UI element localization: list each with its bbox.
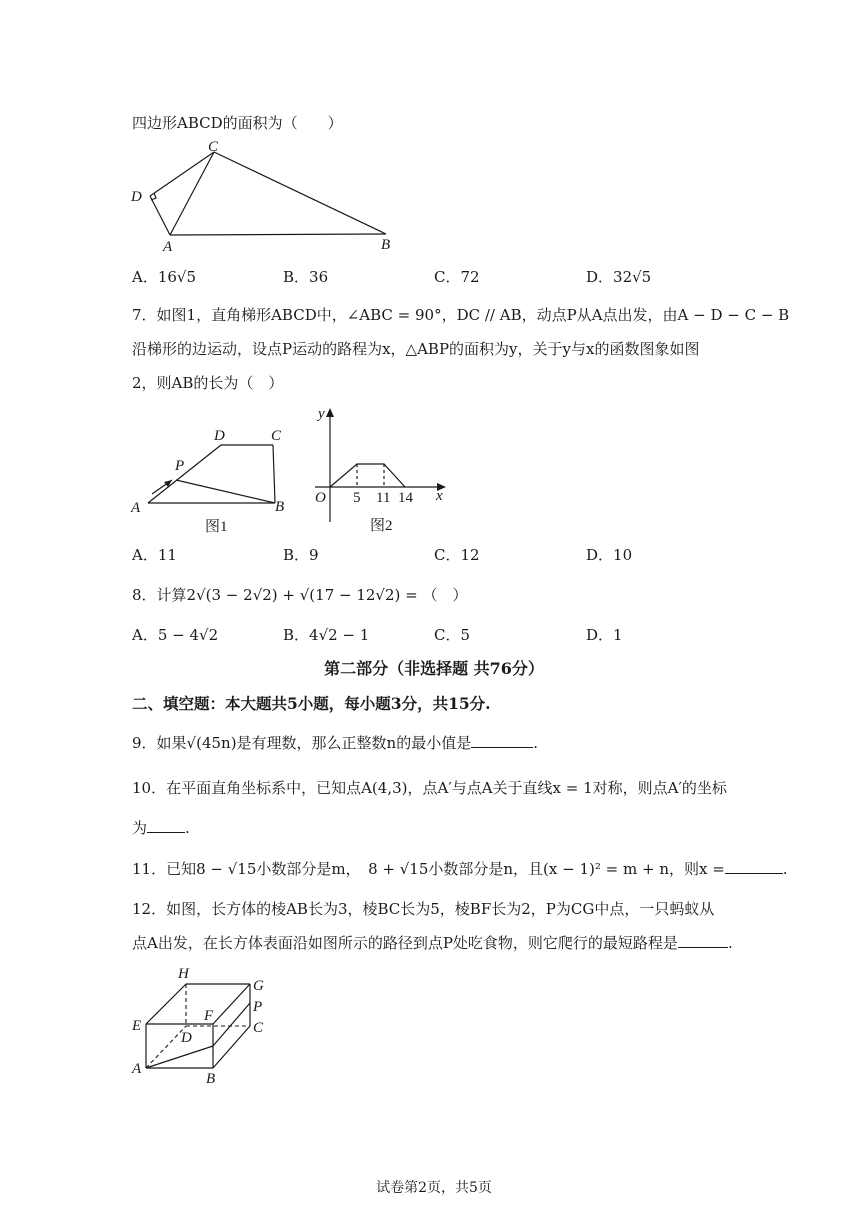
q10-text: 为: [132, 819, 148, 837]
q7-fig1-caption: 图1: [205, 519, 228, 535]
q12-label-C: C: [253, 1020, 264, 1036]
q6-label-D: D: [131, 189, 142, 205]
q6-stem: 四边形ABCD的面积为（ ）: [132, 114, 343, 132]
q7-fig2-caption: 图2: [370, 518, 393, 534]
q7-fig2-label-11: 11: [376, 490, 391, 506]
part2-title: 第二部分（非选择题 共76分）: [324, 659, 544, 678]
q8-option-b: B．4√2 − 1: [283, 626, 370, 644]
q9-stem: [132, 733, 538, 753]
q7-option-d: D．10: [586, 546, 633, 564]
q11-end: .: [782, 860, 788, 878]
q12-label-B: B: [206, 1071, 216, 1087]
q7-fig1-label-A: A: [131, 500, 141, 516]
q7-line-1: 7．如图1，直角梯形ABCD中，∠ABC = 90°，DC // AB，动点P从A点出发，由A − D − C − B: [132, 306, 790, 324]
q12-label-H: H: [178, 966, 189, 982]
page-footer: 试卷第2页，共5页: [376, 1180, 492, 1196]
q7-line-2: 沿梯形的边运动，设点P运动的路程为x，△ABP的面积为y，关于y与x的函数图象如图: [132, 340, 700, 358]
q7-figure-2: [305, 402, 455, 537]
q10-end: .: [185, 819, 190, 837]
q7-line-3: 2，则AB的长为（ ）: [132, 374, 284, 392]
q8-stem: 8．计算2√(3 − 2√2) + √(17 − 12√2) = （ ）: [132, 586, 468, 604]
q12-label-A: A: [132, 1061, 142, 1077]
q12-answer-blank[interactable]: [678, 933, 728, 948]
q12-label-G: G: [253, 978, 264, 994]
q7-fig2-label-x: x: [436, 488, 443, 504]
q7-fig1-label-C: C: [271, 428, 282, 444]
q10-answer-blank[interactable]: [147, 818, 185, 833]
q10-line-2: [132, 818, 190, 838]
q12-line-1: 12．如图，长方体的棱AB长为3，棱BC长为5，棱BF长为2，P为CG中点，一只蚂蚁从: [132, 900, 715, 918]
q6-label-C: C: [208, 139, 219, 155]
q8-option-d: D．1: [586, 626, 623, 644]
q7-option-b: B．9: [283, 546, 319, 564]
q9-text: 9．如果√(45n)是有理数，那么正整数n的最小值是: [132, 734, 472, 752]
q12-label-P: P: [253, 999, 263, 1015]
q6-option-c: C．72: [434, 268, 480, 286]
q7-option-a: A．11: [132, 546, 177, 564]
q7-fig2-label-y: y: [318, 406, 325, 422]
q7-figure-1: [128, 420, 298, 538]
q12-cuboid-figure: [128, 960, 278, 1090]
q6-option-d: D．32√5: [586, 268, 652, 286]
q12-end: .: [727, 934, 733, 952]
q6-figure: [128, 138, 403, 253]
q7-fig2-label-14: 14: [398, 490, 413, 506]
fill-in-section-heading: 二、填空题：本大题共5小题，每小题3分，共15分.: [132, 694, 491, 713]
q12-label-D: D: [181, 1030, 192, 1046]
q7-fig2-label-5: 5: [353, 490, 361, 506]
q12-label-E: E: [132, 1018, 142, 1034]
q11-stem: [132, 859, 788, 879]
q6-label-A: A: [163, 239, 173, 253]
q10-line-1: 10．在平面直角坐标系中，已知点A(4,3)，点A′与点A关于直线x = 1对称，则点A′的坐标: [132, 779, 727, 797]
q6-label-B: B: [381, 237, 391, 253]
q11-text: 11．已知8 − √15小数部分是m， 8 + √15小数部分是n，且(x − 1)² = m + n，则x =: [132, 860, 725, 878]
q11-answer-blank[interactable]: [725, 859, 783, 874]
q12-line-2: [132, 933, 733, 953]
q9-answer-blank[interactable]: [471, 733, 533, 748]
q7-fig1-label-D: D: [214, 428, 225, 444]
q7-option-c: C．12: [434, 546, 480, 564]
q6-option-a: A．16√5: [132, 268, 197, 286]
q6-option-b: B．36: [283, 268, 329, 286]
q7-fig1-label-P: P: [175, 458, 185, 474]
q7-fig2-label-O: O: [315, 490, 326, 506]
q12-label-F: F: [204, 1008, 214, 1024]
q8-option-c: C．5: [434, 626, 471, 644]
q8-option-a: A．5 − 4√2: [132, 626, 219, 644]
q7-fig1-label-B: B: [275, 499, 285, 515]
q12-text: 点A出发，在长方体表面沿如图所示的路径到点P处吃食物，则它爬行的最短路程是: [132, 934, 678, 952]
q9-end: .: [533, 734, 538, 752]
